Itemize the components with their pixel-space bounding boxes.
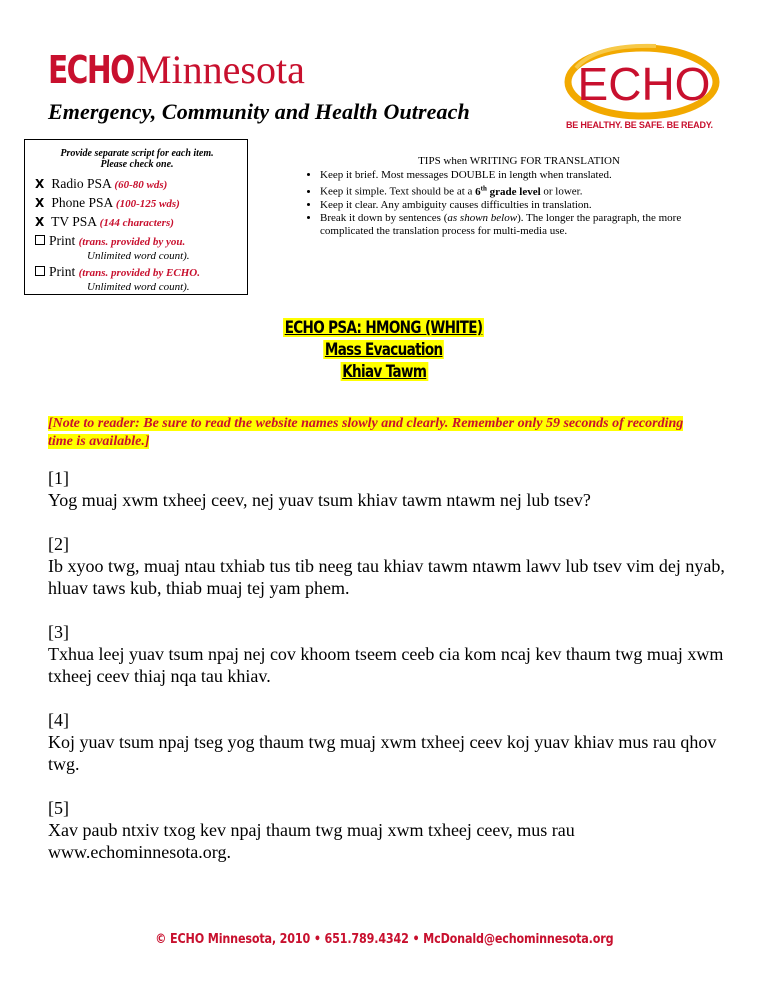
checkbox-icon[interactable]: [35, 235, 45, 245]
script-type-panel: [24, 139, 248, 295]
option-print-you[interactable]: Print (trans. provided by you. Unlimited word count).: [35, 232, 239, 263]
tip-item: • Keep it clear. Any ambiguity causes difficulties in translation.: [320, 199, 720, 212]
psa-topic-english: Mass Evacuation: [325, 340, 443, 359]
script-paragraph: [1] Yog muaj xwm txheej ceev, nej yuav tsum khiav tawm ntawm nej lub tsev?: [48, 468, 591, 510]
script-paragraph: [4] Koj yuav tsum npaj tseg yog thaum twg muaj xwm txheej ceev koj yuav khiav mus rau qhov twg.: [48, 710, 717, 774]
option-phone-psa[interactable]: X Phone PSA (100-125 wds): [35, 195, 180, 210]
panel-instruction: Provide separate script for each item. Please check one.: [60, 148, 214, 170]
script-paragraph: [2] Ib xyoo twg, muaj ntau txhiab tus tib neeg tau khiav tawm ntawm lawv lub tsev vim dej nyab, hluav taws kub, thiab muaj tej yam phem.: [48, 534, 725, 598]
checked-x-icon: X: [35, 177, 45, 191]
translation-tips: [300, 155, 720, 238]
psa-topic-hmong: Khiav Tawm: [341, 362, 427, 381]
script-paragraph: [5] Xav paub ntxiv txog kev npaj thaum twg muaj xwm txheej ceev, mus rau www.echominnesota.org.: [48, 798, 575, 862]
tips-title: TIPS when WRITING FOR TRANSLATION: [418, 155, 620, 167]
brand-echo: ECHO: [48, 48, 134, 92]
organization-subtitle: Emergency, Community and Health Outreach: [48, 99, 470, 124]
option-tv-psa[interactable]: X TV PSA (144 characters): [35, 214, 174, 229]
page-footer: © ECHO Minnesota, 2010 • 651.789.4342 • McDonald@echominnesota.org: [154, 932, 614, 947]
checkbox-icon[interactable]: [35, 266, 45, 276]
tip-item: • Keep it simple. Text should be at a 6th grade level or lower.: [320, 182, 720, 199]
option-radio-psa[interactable]: X Radio PSA (60-80 wds): [35, 176, 168, 191]
reader-note: [Note to reader: Be sure to read the website names slowly and clearly. Remember only 59 seconds of recording time is available.]: [48, 416, 684, 449]
brand-wordmark: [48, 46, 305, 94]
checked-x-icon: X: [35, 215, 45, 229]
checked-x-icon: X: [35, 196, 45, 210]
option-print-echo[interactable]: Print (trans. provided by ECHO. Unlimited word count).: [35, 263, 239, 294]
tips-list: [300, 169, 720, 238]
tip-item: • Keep it brief. Most messages DOUBLE in length when translated.: [320, 169, 720, 182]
script-paragraph: [3] Txhua leej yuav tsum npaj nej cov khoom tseem ceeb cia kom ncaj kev thaum twg muaj xwm txheej ceev thiaj nqa tau khiav.: [48, 622, 724, 686]
tagline: BE HEALTHY. BE SAFE. BE READY.: [566, 120, 713, 130]
brand-minnesota: Minnesota: [135, 47, 305, 92]
logo-text: ECHO: [577, 58, 711, 110]
psa-title: ECHO PSA: HMONG (WHITE): [285, 318, 483, 337]
tip-item: • Break it down by sentences (as shown below). The longer the paragraph, the more complicated the translation process for multi-media use.: [320, 212, 720, 238]
